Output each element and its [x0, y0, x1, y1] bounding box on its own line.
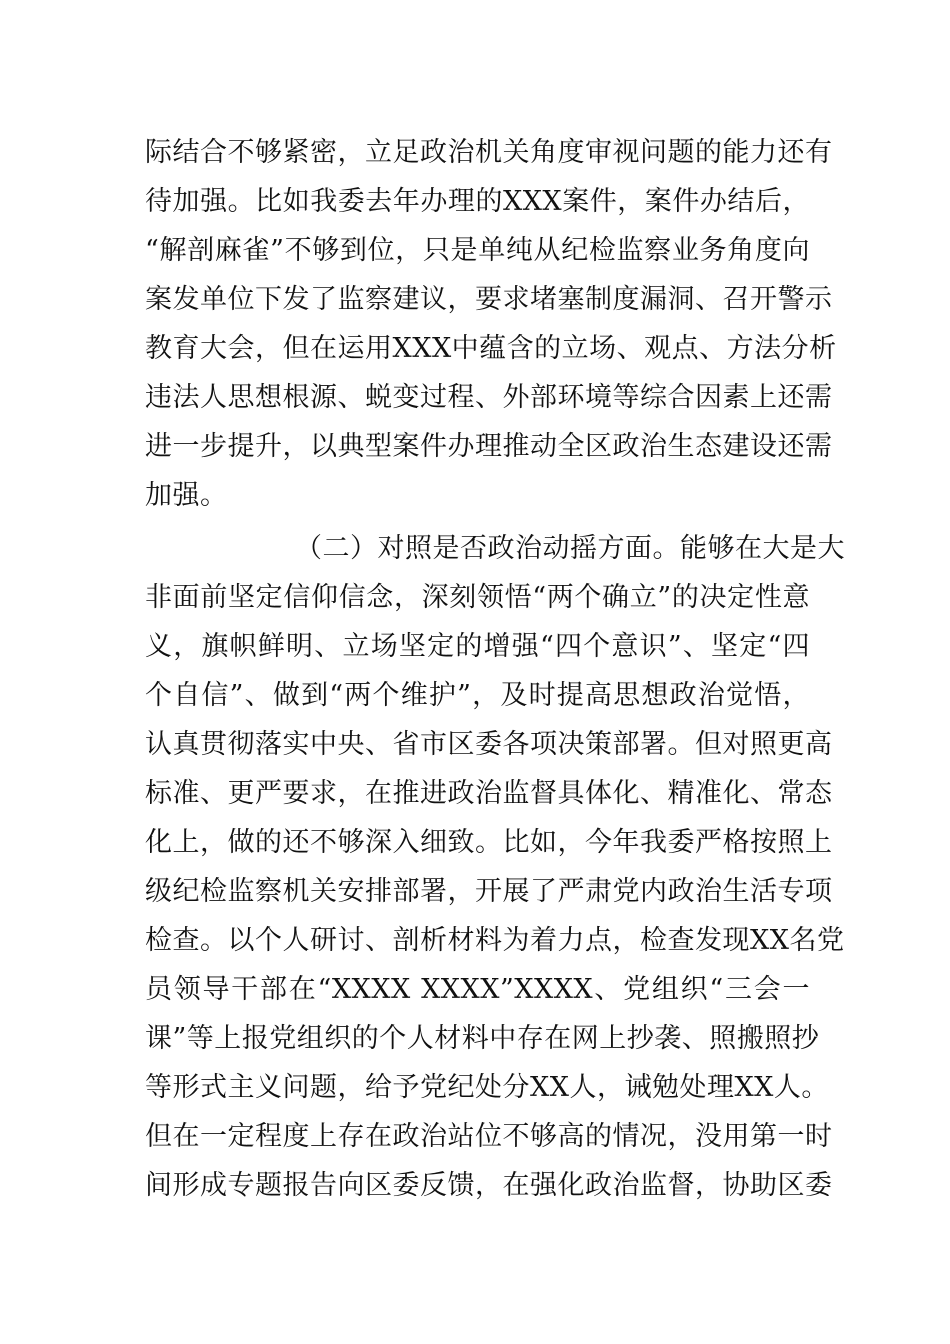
text-line: 教育大会，但在运用XXX中蕴含的立场、观点、方法分析: [145, 333, 837, 364]
text-line: 违法人思想根源、蜕变过程、外部环境等综合因素上还需: [145, 382, 833, 413]
text-line: 课”等上报党组织的个人材料中存在网上抄袭、照搬照抄: [145, 1023, 820, 1054]
text-line: 待加强。比如我委去年办理的XXX案件，案件办结后，: [145, 186, 810, 217]
text-line: 非面前坚定信仰信念，深刻领悟“两个确立”的决定性意: [145, 582, 810, 613]
text-line: “解剖麻雀”不够到位，只是单纯从纪检监察业务角度向: [145, 235, 810, 266]
text-line: 标准、更严要求，在推进政治监督具体化、精准化、常态: [145, 778, 833, 809]
text-line: 认真贯彻落实中央、省市区委各项决策部署。但对照更高: [145, 729, 833, 760]
text-line: 员领导干部在“XXXX XXXX”XXXX、党组织“三会一: [145, 974, 810, 1005]
section-heading-line: （二）对照是否政治动摇方面。能够在大是大: [295, 533, 845, 564]
text-line: 等形式主义问题，给予党纪处分XX人，诫勉处理XX人。: [145, 1072, 829, 1103]
text-line: 化上，做的还不够深入细致。比如，今年我委严格按照上: [145, 827, 833, 858]
text-line: 加强。: [145, 480, 228, 511]
text-line: 级纪检监察机关安排部署，开展了严肃党内政治生活专项: [145, 876, 833, 907]
text-line: 检查。以个人研讨、剖析材料为着力点，检查发现XX名党: [145, 925, 845, 956]
text-line: 但在一定程度上存在政治站位不够高的情况，没用第一时: [145, 1121, 833, 1152]
text-line: 案发单位下发了监察建议，要求堵塞制度漏洞、召开警示: [145, 284, 833, 315]
text-line: 个自信”、做到“两个维护”，及时提高思想政治觉悟，: [145, 680, 810, 711]
text-line: 进一步提升，以典型案件办理推动全区政治生态建设还需: [145, 431, 833, 462]
text-line: 义，旗帜鲜明、立场坚定的增强“四个意识”、坚定“四: [145, 631, 810, 662]
text-line: 际结合不够紧密，立足政治机关角度审视问题的能力还有: [145, 137, 833, 168]
text-line: 间形成专题报告向区委反馈，在强化政治监督，协助区委: [145, 1170, 833, 1201]
